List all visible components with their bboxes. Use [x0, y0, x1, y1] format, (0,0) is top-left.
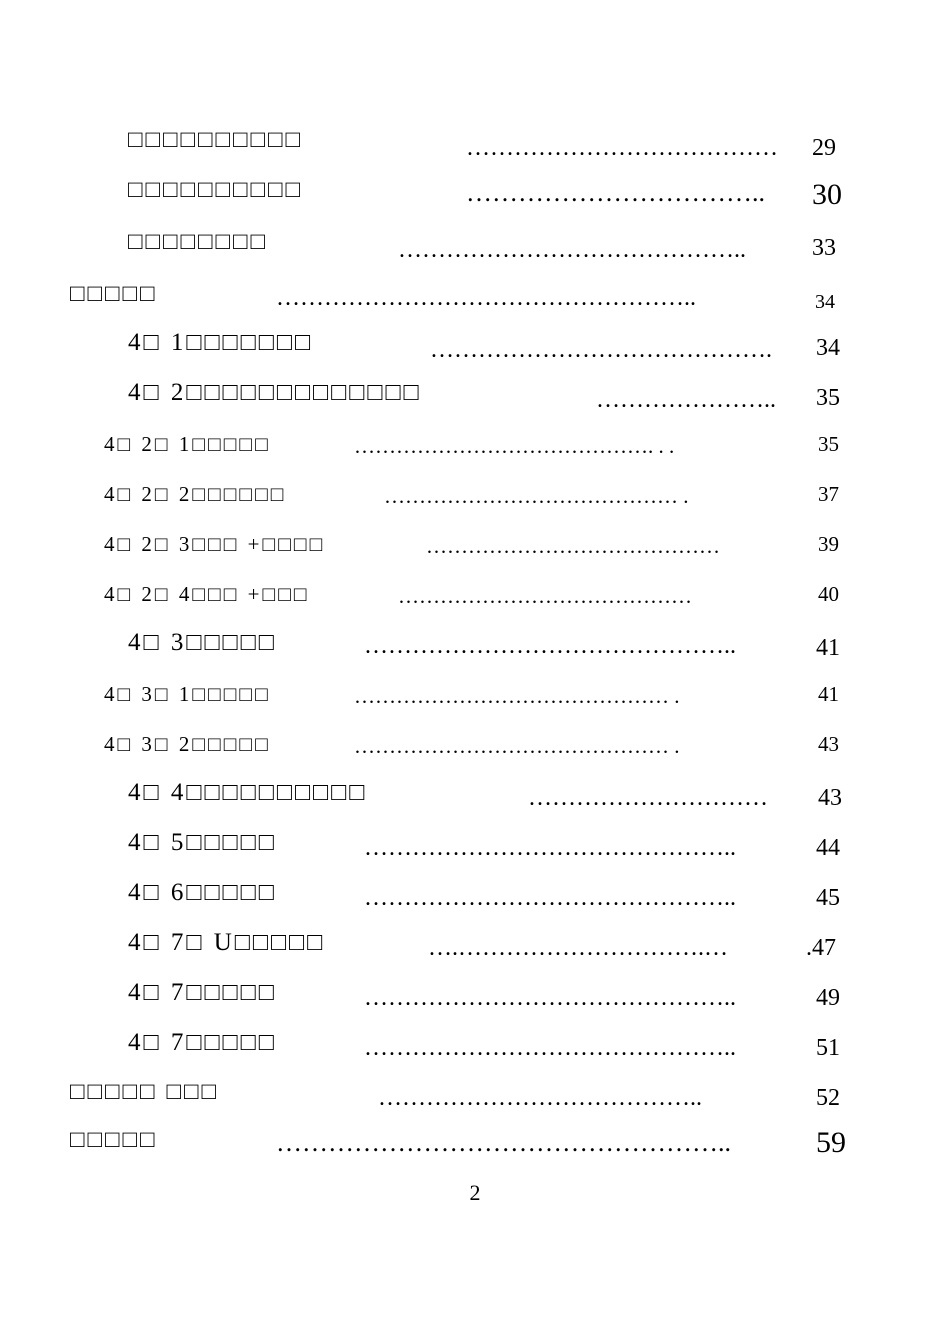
- toc-entry-title: □□□□□□□□□□: [128, 177, 303, 203]
- toc-entry-leader: ……………………………..: [466, 178, 765, 207]
- toc-entry-page: 30: [812, 178, 842, 211]
- toc-entry-page: 34: [816, 335, 840, 361]
- toc-entry-title: □□□□□□□□□□: [128, 127, 303, 153]
- toc-entry: [0, 980, 950, 1020]
- toc-entry: [0, 1030, 950, 1070]
- toc-entry: [0, 484, 950, 524]
- toc-entry-page: 35: [816, 385, 840, 411]
- toc-entry: [0, 930, 950, 970]
- toc-entry: [0, 128, 950, 168]
- toc-entry: [0, 178, 950, 218]
- toc-entry-leader: ………………………………………..: [364, 885, 736, 911]
- toc-entry-leader: …………………………: [528, 785, 768, 811]
- toc-entry-title: 4□ 7□□□□□: [128, 979, 277, 1006]
- toc-entry-page: 51: [816, 1035, 840, 1061]
- toc-entry-page: 34: [815, 291, 835, 313]
- toc-entry-page: 43: [818, 785, 842, 811]
- toc-entry-title: 4□ 2□□□□□□□□□□□□□: [128, 379, 422, 406]
- toc-entry-leader: ……………………………………: [426, 534, 720, 558]
- toc-entry-leader: ……………………………………. . .: [354, 434, 675, 458]
- toc-entry-title: 4□ 3□ 2□□□□□: [104, 732, 271, 756]
- toc-entry: [0, 830, 950, 870]
- toc-entry-leader: …………………………………… .: [384, 484, 689, 508]
- toc-entry-page: 41: [818, 682, 839, 706]
- toc-entry-leader: ………………………………………..: [364, 633, 736, 659]
- toc-entry-page: 35: [818, 432, 839, 456]
- toc-entry-title: □□□□□ □□□: [70, 1079, 219, 1105]
- toc-entry-page: 49: [816, 985, 840, 1011]
- toc-entry: [0, 734, 950, 774]
- toc-entry-leader: …………………………………….: [430, 337, 772, 363]
- toc-entry-title: 4□ 2□ 2□□□□□□: [104, 482, 287, 506]
- toc-entry: [0, 230, 950, 270]
- toc-entry-page: 29: [812, 135, 836, 161]
- toc-entry: [0, 630, 950, 670]
- toc-entry-page: 45: [816, 885, 840, 911]
- toc-entry-title: □□□□□: [70, 281, 158, 307]
- toc-entry-leader: ……………………………………..: [398, 237, 746, 263]
- toc-entry-leader: ……………………………………… .: [354, 684, 680, 708]
- toc-entry-leader: ……………………………………………..: [276, 1128, 731, 1157]
- toc-entry-page: 59: [816, 1126, 846, 1159]
- toc-entry: [0, 780, 950, 820]
- toc-entry-leader: ……………………………………… .: [354, 734, 680, 758]
- page-number: 2: [469, 1180, 481, 1205]
- toc-entry-leader: ….………………………….…: [428, 935, 728, 961]
- toc-entry-page: 40: [818, 582, 839, 606]
- toc-entry-title: 4□ 4□□□□□□□□□□: [128, 779, 368, 806]
- toc-entry: [0, 1128, 950, 1168]
- toc-entry-title: 4□ 6□□□□□: [128, 879, 277, 906]
- toc-entry-page: 43: [818, 732, 839, 756]
- toc-entry-title: 4□ 7□□□□□: [128, 1029, 277, 1056]
- toc-entry-leader: ………………………………………..: [364, 985, 736, 1011]
- toc-entry-page: .47: [806, 935, 836, 961]
- toc-entry-title: □□□□□: [70, 1127, 158, 1153]
- toc-entry: [0, 684, 950, 724]
- toc-entry: [0, 380, 950, 420]
- toc-entry-page: 39: [818, 532, 839, 556]
- toc-entry-page: 33: [812, 235, 836, 261]
- toc-entry-title: 4□ 1□□□□□□□: [128, 329, 314, 356]
- toc-entry-title: 4□ 2□ 4□□□ +□□□: [104, 582, 310, 606]
- toc-entry-title: □□□□□□□□: [128, 229, 268, 255]
- toc-entry-title: 4□ 3□ 1□□□□□: [104, 682, 271, 706]
- toc-entry-page: 37: [818, 482, 839, 506]
- toc-entry: [0, 330, 950, 370]
- toc-entry-leader: …………………………………..: [378, 1085, 702, 1111]
- toc-entry: [0, 534, 950, 574]
- toc-entry-title: 4□ 2□ 1□□□□□: [104, 432, 271, 456]
- toc-entry-page: 52: [816, 1085, 840, 1111]
- toc-entry: [0, 434, 950, 474]
- toc-entry-title: 4□ 7□ U□□□□□: [128, 929, 326, 956]
- toc-entry-title: 4□ 2□ 3□□□ +□□□□: [104, 532, 326, 556]
- toc-entry: [0, 1080, 950, 1120]
- toc-entry-page: 41: [816, 635, 840, 661]
- toc-entry-leader: …………………………………: [466, 135, 778, 161]
- toc-entry-title: 4□ 5□□□□□: [128, 829, 277, 856]
- toc-entry-page: 44: [816, 835, 840, 861]
- toc-entry-leader: ……………………………………………..: [276, 285, 696, 311]
- toc-entry-title: 4□ 3□□□□□: [128, 629, 277, 656]
- toc-entry: [0, 584, 950, 624]
- toc-entry: [0, 880, 950, 920]
- toc-entry-leader: ………………………………………..: [364, 835, 736, 861]
- toc-entry-leader: ……………………………………: [398, 584, 692, 608]
- toc-entry-leader: ………………………………………..: [364, 1035, 736, 1061]
- toc-entry-leader: …………………..: [596, 387, 776, 413]
- toc-entry: [0, 282, 950, 322]
